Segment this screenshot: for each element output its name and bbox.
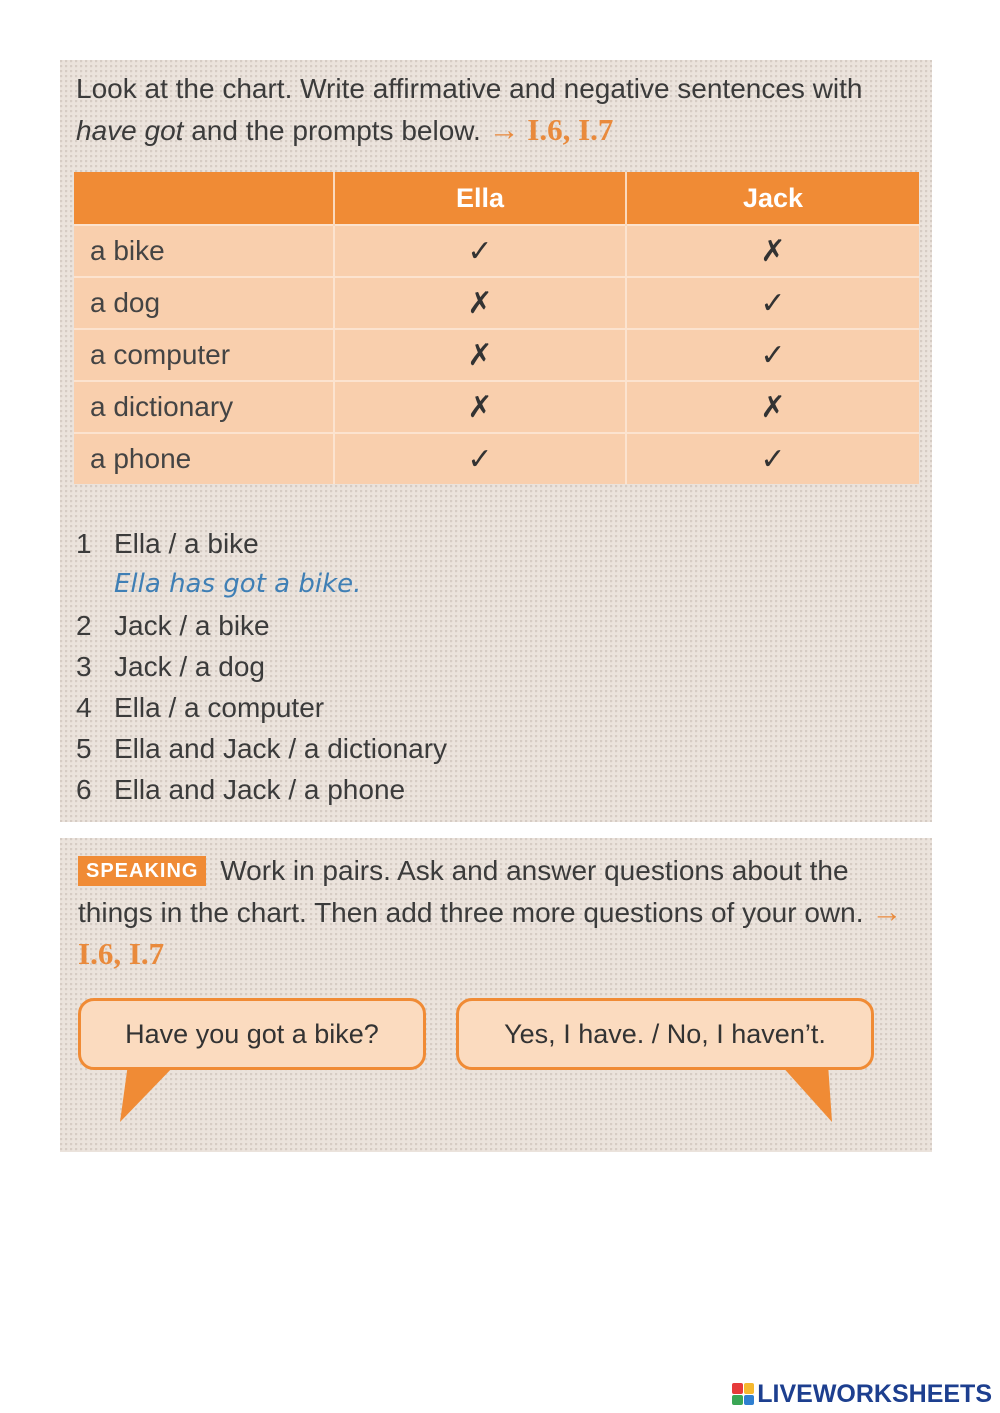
liveworksheets-logo[interactable] [732, 1381, 992, 1407]
instruction-text: Look at the chart. Write affirmative and negative sentences with [76, 73, 863, 104]
table-row [74, 277, 919, 329]
list-item [76, 769, 447, 810]
logo-mark-icon [732, 1383, 754, 1405]
list-item [76, 646, 447, 687]
exercise-instruction [76, 68, 916, 151]
table-row [74, 329, 919, 381]
jack-mark: ✗ [626, 381, 919, 433]
prompt-text: Jack / a dog [114, 651, 265, 682]
instruction-text-end: and the prompts below. [183, 115, 489, 146]
logo-text: LIVEWORKSHEETS [757, 1379, 992, 1408]
prompt-number: 5 [76, 733, 92, 764]
item-cell: a dog [74, 277, 334, 329]
prompt-list [76, 523, 447, 810]
jack-mark: ✗ [626, 225, 919, 277]
possessions-chart [74, 172, 919, 484]
speaking-text: Work in pairs. Ask and answer questions about the things in the chart. Then add three more questions of your own. [78, 855, 872, 928]
grammar-reference[interactable]: → I.6, I.7 [78, 894, 903, 971]
chart-header-empty [74, 172, 334, 225]
chart-header-jack: Jack [626, 172, 919, 225]
ella-mark: ✗ [334, 329, 626, 381]
speaking-tag: SPEAKING [78, 856, 206, 886]
table-row [74, 381, 919, 433]
list-item [76, 728, 447, 769]
table-row [74, 433, 919, 484]
logo-square [732, 1383, 743, 1394]
item-cell: a phone [74, 433, 334, 484]
prompt-number: 6 [76, 774, 92, 805]
instruction-emphasis: have got [76, 115, 184, 146]
prompt-number: 4 [76, 692, 92, 723]
prompt-text: Ella / a computer [114, 692, 325, 723]
bubble-answer-text: Yes, I have. / No, I haven’t. [504, 1018, 826, 1049]
speaking-instruction [78, 850, 918, 975]
prompt-text: Ella and Jack / a dictionary [114, 733, 448, 764]
grammar-reference[interactable]: → I.6, I.7 [488, 112, 614, 147]
bubble-tail-left [118, 1064, 188, 1126]
list-item [76, 523, 447, 564]
ella-mark: ✗ [334, 277, 626, 329]
bubble-tail-right [772, 1064, 842, 1126]
ella-mark: ✓ [334, 433, 626, 484]
item-cell: a bike [74, 225, 334, 277]
question-speech-bubble [78, 998, 426, 1070]
exercise-panel-speaking [60, 838, 932, 1152]
jack-mark: ✓ [626, 277, 919, 329]
jack-mark: ✓ [626, 433, 919, 484]
answer-speech-bubble [456, 998, 874, 1070]
chart-header-row [74, 172, 919, 225]
bubble-question-text: Have you got a bike? [125, 1018, 379, 1049]
list-item [76, 687, 447, 728]
logo-square [732, 1395, 743, 1406]
prompt-text: Ella / a bike [114, 528, 259, 559]
ella-mark: ✗ [334, 381, 626, 433]
prompt-number: 3 [76, 651, 92, 682]
table-row [74, 225, 919, 277]
prompt-number: 2 [76, 610, 92, 641]
exercise-panel-chart [60, 60, 932, 822]
example-answer: Ella has got a bike. [114, 569, 362, 599]
item-cell: a computer [74, 329, 334, 381]
prompt-number: 1 [76, 528, 92, 559]
chart-header-ella: Ella [334, 172, 626, 225]
prompt-text: Ella and Jack / a phone [114, 774, 406, 805]
prompt-text: Jack / a bike [114, 610, 270, 641]
logo-square [744, 1383, 755, 1394]
jack-mark: ✓ [626, 329, 919, 381]
item-cell: a dictionary [74, 381, 334, 433]
logo-square [744, 1395, 755, 1406]
list-item [76, 605, 447, 646]
ella-mark: ✓ [334, 225, 626, 277]
